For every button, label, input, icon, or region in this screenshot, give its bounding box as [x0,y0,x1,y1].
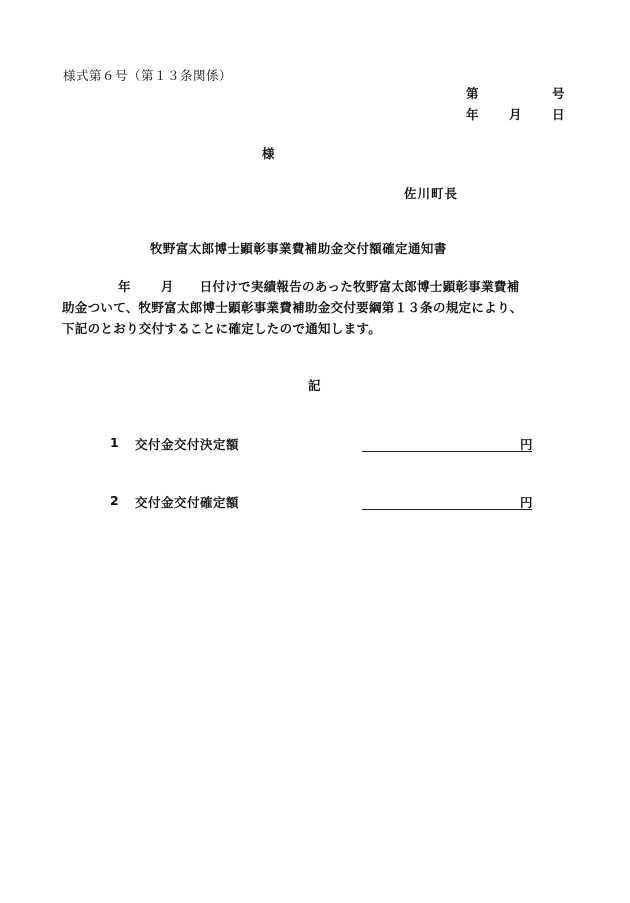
item-unit: 円 [520,437,533,452]
date-day: 日 [552,107,565,122]
number-prefix: 第 [466,86,479,101]
body-line-3: 下記のとおり交付することに確定したので通知します。 [62,321,382,336]
amount-blank-line [362,493,532,510]
item-unit: 円 [520,495,533,510]
item-row [110,435,535,453]
date-year: 年 [466,107,479,122]
body-line-1 [62,276,572,297]
sender-name: 佐川町長 [404,186,459,201]
item-label: 交付金交付決定額 [135,437,240,452]
body-line-2: 助金ついて、牧野富太郎博士顕彰事業費補助金交付要綱第１３条の規定により、 [62,300,523,315]
document-title: 牧野富太郎博士顕彰事業費補助金交付額確定通知書 [150,241,447,256]
addressee-suffix: 様 [262,146,275,161]
item-label: 交付金交付確定額 [135,495,240,510]
date-month: 月 [509,107,522,122]
number-suffix: 号 [552,86,565,101]
item-row [110,493,535,511]
body-line-1-text: 日付けで実績報告のあった牧野富太郎博士顕彰事業費補 [199,279,520,294]
item-number: 1 [110,435,119,450]
ki-heading: 記 [308,378,321,393]
body-month: 月 [160,279,174,294]
item-number: 2 [110,493,119,508]
body-paragraph [62,276,572,339]
body-year: 年 [118,279,131,294]
form-number: 様式第６号（第１３条関係） [63,68,233,83]
amount-blank-line [362,435,532,452]
